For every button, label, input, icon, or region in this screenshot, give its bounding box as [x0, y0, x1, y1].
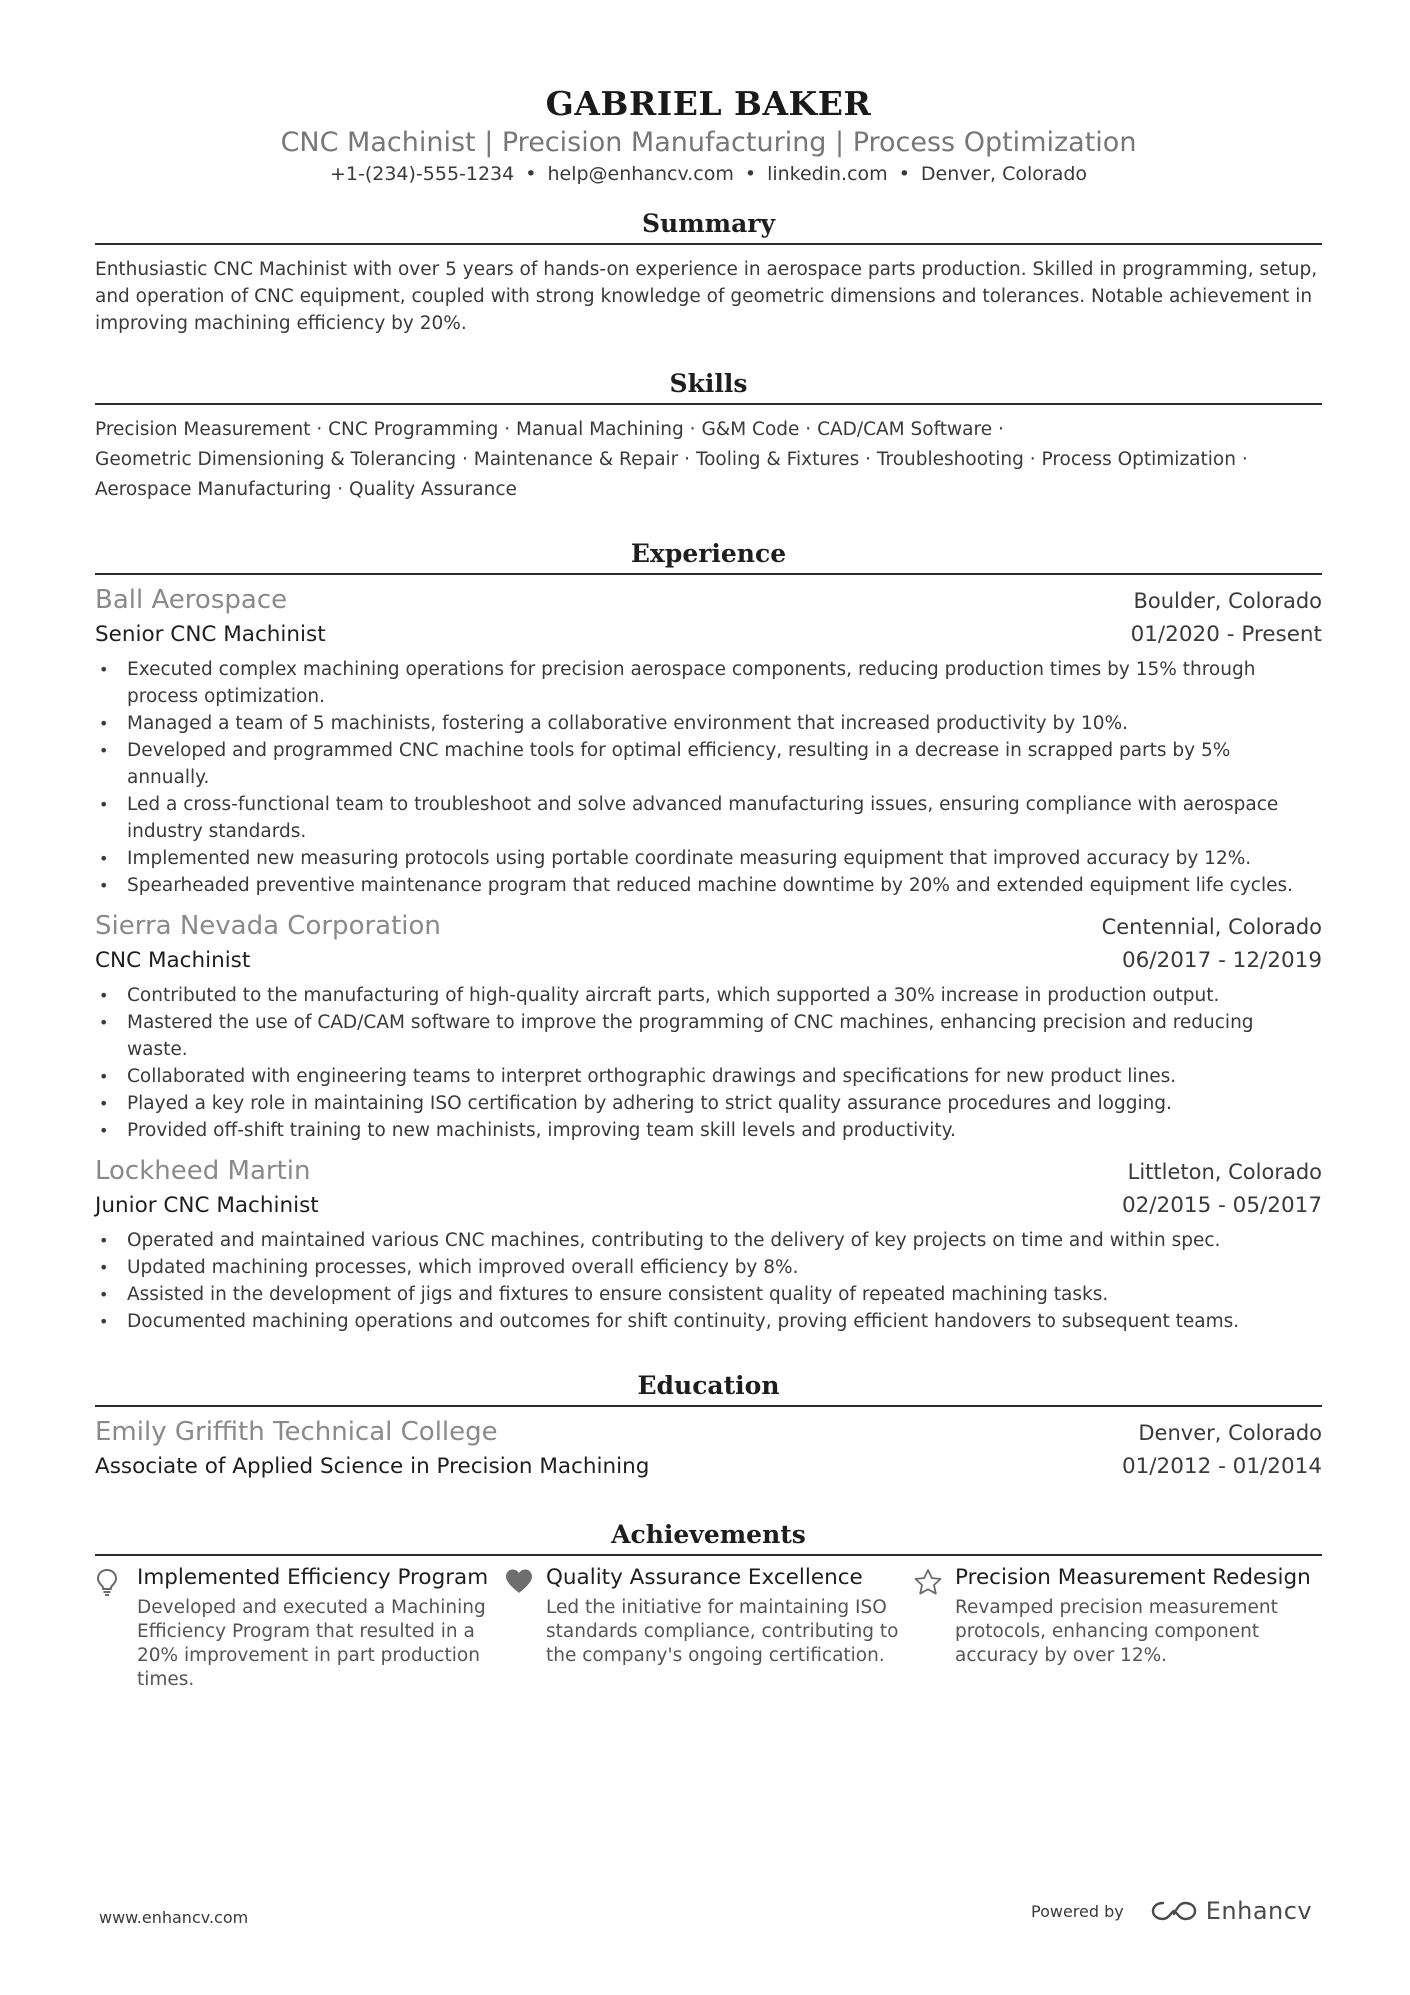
degree: Associate of Applied Science in Precision Machining: [95, 1454, 650, 1479]
job-location: Centennial, Colorado: [1101, 915, 1322, 939]
education-entry: [95, 1415, 1322, 1484]
education-section: [95, 1369, 1322, 1484]
achievement-description: Revamped precision measurement protocols, enhancing component accuracy by over 12%.: [955, 1597, 1278, 1666]
skill-item: Quality Assurance: [349, 479, 517, 500]
headline: CNC Machinist | Precision Manufacturing | Process Optimization: [280, 127, 1137, 158]
brand-name: Enhancv: [1205, 1897, 1313, 1925]
resume-page: [95, 82, 1322, 1692]
job-dates: 06/2017 - 12/2019: [1121, 948, 1322, 973]
job-bullet: • Played a key role in maintaining ISO certification by adhering to strict quality assurance procedures and logging.: [127, 1090, 1322, 1117]
section-title-summary: Summary: [641, 209, 776, 238]
heart-icon: [504, 1564, 546, 1692]
candidate-name: GABRIEL BAKER: [545, 84, 872, 123]
contact-email[interactable]: help@enhancv.com: [547, 163, 734, 185]
job-location: Littleton, Colorado: [1127, 1160, 1322, 1184]
contact-separator: •: [744, 163, 757, 185]
skill-item: G&M Code: [701, 419, 800, 440]
job-title: Senior CNC Machinist: [95, 622, 326, 647]
skill-item: Troubleshooting: [876, 449, 1024, 470]
section-title-skills: Skills: [669, 369, 748, 398]
achievement-title: Precision Measurement Redesign: [955, 1565, 1311, 1590]
section-title-education: Education: [637, 1371, 780, 1400]
job-bullet: • Documented machining operations and outcomes for shift continuity, proving efficient handovers to subsequent teams.: [127, 1308, 1322, 1335]
contact-separator: •: [525, 163, 537, 185]
skill-item: CAD/CAM Software: [817, 419, 993, 440]
section-divider: [95, 1405, 1322, 1407]
achievement-item: [504, 1564, 913, 1692]
achievement-title: Quality Assurance Excellence: [546, 1565, 863, 1590]
section-divider: [95, 243, 1322, 245]
job-bullet: • Operated and maintained various CNC machines, contributing to the delivery of key projects on time and within spec.: [127, 1227, 1322, 1254]
experience-entry: [95, 1154, 1322, 1335]
achievement-title: Implemented Efficiency Program: [137, 1565, 489, 1590]
job-title: CNC Machinist: [95, 948, 251, 973]
section-divider: [95, 403, 1322, 405]
section-title-achievements: Achievements: [611, 1520, 806, 1549]
resume-header: [95, 82, 1322, 187]
job-bullet: • Contributed to the manufacturing of high-quality aircraft parts, which supported a 30% increase in production output.: [127, 982, 1322, 1009]
skill-item: CNC Programming: [328, 419, 499, 440]
job-bullets: [95, 982, 1322, 1144]
company-name: Ball Aerospace: [95, 585, 288, 615]
experience-entry: [95, 909, 1322, 1144]
job-bullets: [95, 656, 1322, 899]
company-name: Sierra Nevada Corporation: [95, 911, 441, 941]
contact-location: Denver, Colorado: [920, 163, 1088, 185]
star-icon: [913, 1564, 955, 1692]
footer-branding: [1031, 1897, 1312, 1925]
contact-linkedin[interactable]: linkedin.com: [767, 163, 888, 185]
job-bullet: • Implemented new measuring protocols using portable coordinate measuring equipment that improved accuracy by 12%.: [127, 845, 1322, 872]
job-bullet: • Managed a team of 5 machinists, fostering a collaborative environment that increased productivity by 10%.: [127, 710, 1322, 737]
skill-item: Aerospace Manufacturing: [95, 479, 332, 500]
education-dates: 01/2012 - 01/2014: [1121, 1454, 1322, 1479]
lightbulb-icon: [95, 1564, 137, 1692]
contact-line: [95, 161, 1322, 187]
job-bullet: • Mastered the use of CAD/CAM software to improve the programming of CNC machines, enhancing precision and reducing waste.: [127, 1009, 1322, 1063]
job-bullet: • Executed complex machining operations for precision aerospace components, reducing production times by 15% through process optimization.: [127, 656, 1322, 710]
job-bullets: [95, 1227, 1322, 1335]
powered-by-label: Powered by: [1031, 1901, 1124, 1921]
school-location: Denver, Colorado: [1138, 1421, 1322, 1445]
achievement-description: Led the initiative for maintaining ISO standards compliance, contributing to the company's ongoing certification.: [546, 1597, 899, 1666]
skill-item: Geometric Dimensioning & Tolerancing: [95, 449, 457, 470]
contact-separator: •: [898, 163, 910, 185]
contact-phone[interactable]: +1-(234)-555-1234: [329, 163, 515, 185]
job-bullet: • Assisted in the development of jigs and fixtures to ensure consistent quality of repeated machining tasks.: [127, 1281, 1322, 1308]
summary-text: Enthusiastic CNC Machinist with over 5 years of hands-on experience in aerospace parts production. Skilled in programming, setup, and operation of CNC equipment, coupled with strong knowledge of geometric dimensions and tolerances. Notable achievement in improving machining efficiency by 20%.: [95, 259, 1318, 334]
section-title-experience: Experience: [630, 539, 787, 568]
skill-item: Precision Measurement: [95, 419, 311, 440]
job-bullet: • Developed and programmed CNC machine tools for optimal efficiency, resulting in a decrease in scrapped parts by 5% annually.: [127, 737, 1322, 791]
achievement-item: [95, 1564, 504, 1692]
achievements-section: [95, 1518, 1322, 1692]
skill-item: Tooling & Fixtures: [695, 449, 860, 470]
skills-section: [95, 367, 1322, 505]
skill-item: Manual Machining: [516, 419, 684, 440]
experience-section: [95, 537, 1322, 1335]
job-title: Junior CNC Machinist: [95, 1193, 319, 1218]
footer-website[interactable]: www.enhancv.com: [99, 1908, 249, 1927]
job-bullet: • Spearheaded preventive maintenance program that reduced machine downtime by 20% and extended equipment life cycles.: [127, 872, 1322, 899]
job-dates: 02/2015 - 05/2017: [1121, 1193, 1322, 1218]
skills-list: Precision Measurement · CNC Programming · Manual Machining · G&M Code · CAD/CAM Software · Geometric Dimensioning & Tolerancing · Maintenance & Repair · Tooling & Fixtures · Troubleshooting · Process Optimization · Aerospace Manufacturing · Quality Assurance: [95, 419, 1248, 500]
summary-section: [95, 207, 1322, 337]
enhancv-logo-icon: [1150, 1898, 1198, 1924]
achievements-grid: [95, 1564, 1322, 1692]
job-bullet: • Led a cross-functional team to troubleshoot and solve advanced manufacturing issues, ensuring compliance with aerospace industry standards.: [127, 791, 1322, 845]
job-bullet: • Updated machining processes, which improved overall efficiency by 8%.: [127, 1254, 1322, 1281]
job-dates: 01/2020 - Present: [1130, 622, 1322, 647]
achievement-item: [913, 1564, 1322, 1692]
section-divider: [95, 573, 1322, 575]
company-name: Lockheed Martin: [95, 1156, 311, 1186]
job-bullet: • Collaborated with engineering teams to interpret orthographic drawings and specifications for new product lines.: [127, 1063, 1322, 1090]
enhancv-logo[interactable]: [1150, 1897, 1312, 1925]
school-name: Emily Griffith Technical College: [95, 1417, 498, 1447]
skill-item: Process Optimization: [1041, 449, 1236, 470]
skill-item: Maintenance & Repair: [473, 449, 679, 470]
experience-entry: [95, 583, 1322, 899]
section-divider: [95, 1554, 1322, 1556]
job-bullet: • Provided off-shift training to new machinists, improving team skill levels and productivity.: [127, 1117, 1322, 1144]
achievement-description: Developed and executed a Machining Efficiency Program that resulted in a 20% improvement in part production times.: [137, 1597, 486, 1690]
job-location: Boulder, Colorado: [1133, 589, 1322, 613]
